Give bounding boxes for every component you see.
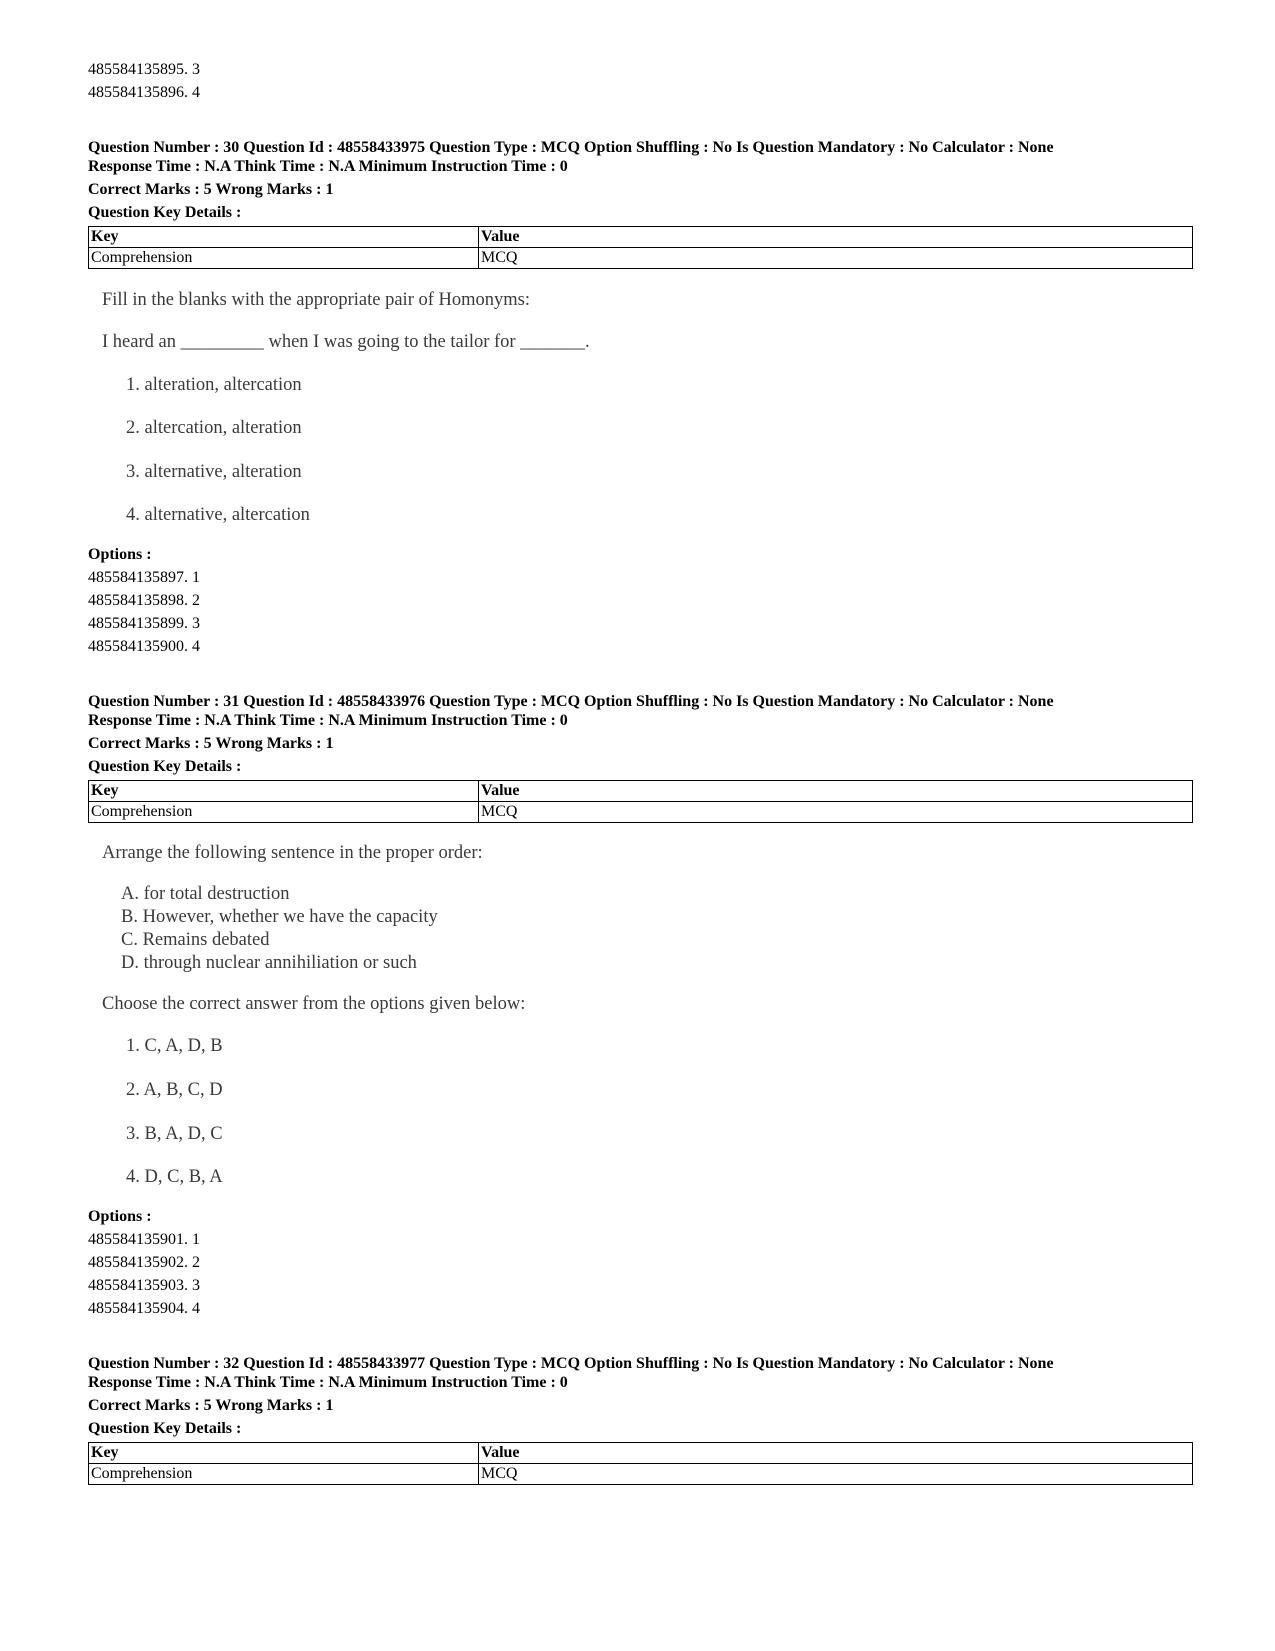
question-stem-blanks: I heard an _________ when I was going to the tailor for _______. [102, 332, 590, 352]
question-key-details-label: Question Key Details : [88, 1420, 242, 1437]
options-label: Options : [88, 1208, 152, 1225]
option-line: 485584135897. 1 [88, 569, 200, 586]
question-header-line1: Question Number : 31 Question Id : 48558433976 Question Type : MCQ Option Shuffling : No Is Question Mandatory : No Calculator : None [88, 693, 1054, 710]
sentence-part: A. for total destruction [121, 884, 290, 904]
choice-item: 3. B, A, D, C [126, 1124, 223, 1144]
key-header: Key [89, 227, 479, 248]
value-cell: MCQ [479, 802, 1193, 823]
option-line: 485584135904. 4 [88, 1300, 200, 1317]
choice-item: 1. C, A, D, B [126, 1036, 223, 1056]
question-key-details-label: Question Key Details : [88, 758, 242, 775]
option-line: 485584135895. 3 [88, 61, 200, 78]
option-line: 485584135902. 2 [88, 1254, 200, 1271]
choice-item: 4. D, C, B, A [126, 1167, 223, 1187]
question-header-line2: Response Time : N.A Think Time : N.A Minimum Instruction Time : 0 [88, 158, 568, 175]
question-key-table [88, 226, 1193, 269]
option-line: 485584135900. 4 [88, 638, 200, 655]
question-instruction: Choose the correct answer from the options given below: [102, 994, 526, 1014]
question-stem: Arrange the following sentence in the proper order: [102, 843, 483, 863]
option-line: 485584135896. 4 [88, 84, 200, 101]
value-header: Value [479, 781, 1193, 802]
question-marks: Correct Marks : 5 Wrong Marks : 1 [88, 735, 334, 752]
question-key-table [88, 1442, 1193, 1485]
question-header-line1: Question Number : 30 Question Id : 48558433975 Question Type : MCQ Option Shuffling : No Is Question Mandatory : No Calculator : None [88, 139, 1054, 156]
sentence-part: D. through nuclear annihiliation or such [121, 953, 417, 973]
question-marks: Correct Marks : 5 Wrong Marks : 1 [88, 181, 334, 198]
value-header: Value [479, 227, 1193, 248]
choice-item: 4. alternative, altercation [126, 505, 310, 525]
question-marks: Correct Marks : 5 Wrong Marks : 1 [88, 1397, 334, 1414]
value-header: Value [479, 1443, 1193, 1464]
key-cell: Comprehension [89, 802, 479, 823]
choice-item: 2. altercation, alteration [126, 418, 302, 438]
value-cell: MCQ [479, 248, 1193, 269]
key-cell: Comprehension [89, 248, 479, 269]
option-line: 485584135903. 3 [88, 1277, 200, 1294]
sentence-part: B. However, whether we have the capacity [121, 907, 438, 927]
options-label: Options : [88, 546, 152, 563]
key-header: Key [89, 1443, 479, 1464]
choice-item: 3. alternative, alteration [126, 462, 302, 482]
question-header-line2: Response Time : N.A Think Time : N.A Minimum Instruction Time : 0 [88, 712, 568, 729]
choice-item: 2. A, B, C, D [126, 1080, 223, 1100]
question-stem: Fill in the blanks with the appropriate pair of Homonyms: [102, 290, 531, 310]
key-cell: Comprehension [89, 1464, 479, 1485]
sentence-part: C. Remains debated [121, 930, 270, 950]
option-line: 485584135901. 1 [88, 1231, 200, 1248]
option-line: 485584135898. 2 [88, 592, 200, 609]
question-key-details-label: Question Key Details : [88, 204, 242, 221]
choice-item: 1. alteration, altercation [126, 375, 302, 395]
value-cell: MCQ [479, 1464, 1193, 1485]
key-header: Key [89, 781, 479, 802]
option-line: 485584135899. 3 [88, 615, 200, 632]
question-header-line2: Response Time : N.A Think Time : N.A Minimum Instruction Time : 0 [88, 1374, 568, 1391]
question-header-line1: Question Number : 32 Question Id : 48558433977 Question Type : MCQ Option Shuffling : No Is Question Mandatory : No Calculator : None [88, 1355, 1054, 1372]
question-key-table [88, 780, 1193, 823]
